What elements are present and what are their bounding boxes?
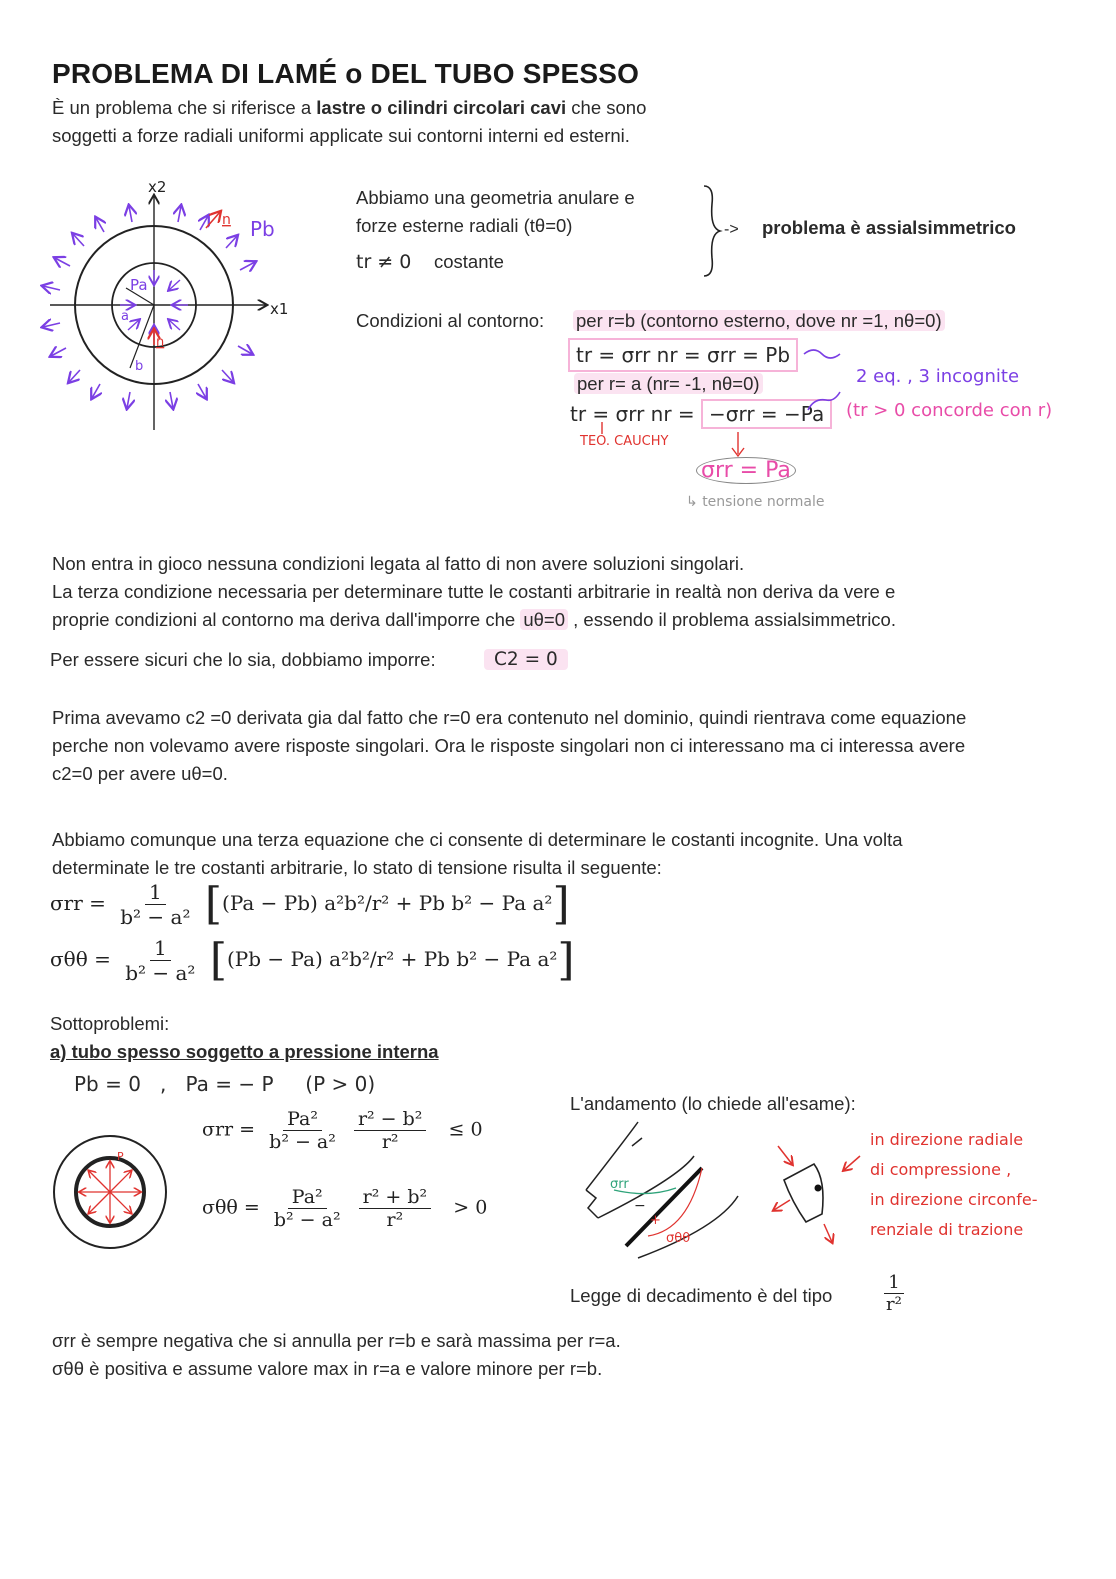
sigma-result-text: σrr = Pa xyxy=(696,457,796,484)
c2-condition xyxy=(484,646,568,674)
para2-line-3 xyxy=(52,606,896,634)
intro-line-2: soggetti a forze radiali uniformi applicate sui contorni interni ed esterni. xyxy=(52,125,630,146)
sub-srr-f1-den: b² − a² xyxy=(269,1131,336,1153)
boundary-case-b xyxy=(573,307,945,335)
para2-l3-pre: proprie condizioni al contorno ma deriva dall'imporre che xyxy=(52,609,521,630)
boundary-case-a xyxy=(574,370,763,398)
intro-text: È un problema che si riferisce a xyxy=(52,97,317,118)
para2-line-4: Per essere sicuri che lo sia, dobbiamo imporre: xyxy=(50,649,436,670)
tr-constant: costante xyxy=(434,251,504,272)
annulus-diagram xyxy=(30,170,350,440)
subproblem-a-title: a) tubo spesso soggetto a pressione interna xyxy=(50,1041,439,1062)
sigma-tt-formula: σθθ = $\frac{1}{\text{b² − a²}}$ [(Pb − Pa) a²b²/r² + Pb b² − Pa a²] xyxy=(50,934,575,986)
sub-srr-f2-den: r² xyxy=(381,1131,399,1153)
para4-line-2: determinate le tre costanti arbitrarie, lo stato di tensione risulta il seguente: xyxy=(52,857,662,878)
intro-text-post: che sono xyxy=(566,97,647,118)
geometry-line-1: Abbiamo una geometria anulare e xyxy=(356,187,635,208)
b-label: b xyxy=(135,359,144,374)
andamento-label: L'andamento (lo chiede all'esame): xyxy=(570,1093,856,1114)
pb-label: Pb xyxy=(250,217,275,241)
stt-num: 1 xyxy=(150,936,171,961)
stt-den: b² − a² xyxy=(125,961,196,985)
sub-srr-rel: ≤ 0 xyxy=(448,1118,483,1141)
stt-fraction xyxy=(121,936,199,985)
para2-line-2: La terza condizione necessaria per determinare tutte le costanti arbitrarie in realtà non deriva da vere e xyxy=(52,581,896,602)
andamento-srr: σrr xyxy=(610,1177,629,1192)
para2-l3-post: , essendo il problema assialsimmetrico. xyxy=(568,609,896,630)
intro-bold: lastre o cilindri circolari cavi xyxy=(316,97,567,118)
srr-fraction xyxy=(116,880,194,929)
page-title: PROBLEMA DI LAMÉ o DEL TUBO SPESSO xyxy=(52,58,640,89)
element-stress-diagram xyxy=(770,1140,870,1250)
sub-stt-f2-num: r² + b² xyxy=(359,1186,431,1209)
boundary-label: Condizioni al contorno: xyxy=(356,310,545,331)
axisymmetric-result: problema è assialsimmetrico xyxy=(762,217,1016,238)
x1-label: x1 xyxy=(270,300,289,318)
andamento-note-1: in direzione radiale xyxy=(870,1130,1024,1149)
sigma-rr-result xyxy=(696,458,796,483)
andamento-note-4: renziale di trazione xyxy=(870,1220,1024,1239)
sub-srr-lhs: σrr = xyxy=(202,1118,256,1141)
sub-srr-f1-num: Pa² xyxy=(283,1108,322,1131)
pa-label: Pa xyxy=(130,276,148,294)
srr-lhs: σrr = xyxy=(50,891,106,915)
srr-den: b² − a² xyxy=(120,905,191,929)
right-brace xyxy=(700,184,724,278)
para4-line-1: Abbiamo comunque una terza equazione che ci consente di determinare le costanti incognite. Una volta xyxy=(52,829,903,850)
p-arrow-label: P xyxy=(117,1150,124,1163)
para3-line-3: c2=0 per avere uθ=0. xyxy=(52,763,228,784)
sub-stt-lhs: σθθ = xyxy=(202,1196,260,1219)
para2-line-1: Non entra in gioco nessuna condizioni legata al fatto di non avere soluzioni singolari. xyxy=(52,553,745,574)
note-equations: 2 eq. , 3 incognite xyxy=(856,366,1020,387)
normal-stress-text: tensione normale xyxy=(702,494,825,510)
eq-a-left: tr = σrr nr = xyxy=(570,402,695,426)
sigma-rr-formula: σrr = $\frac{1}{\text{b² − a²}}$ [(Pa − Pb) a²b²/r² + Pb b² − Pa a²] xyxy=(50,878,570,930)
intro-line-1 xyxy=(52,94,646,122)
internal-pressure-diagram xyxy=(50,1132,170,1252)
sub-stt-f1-num: Pa² xyxy=(288,1186,327,1209)
sub-stt-rel: > 0 xyxy=(453,1196,488,1219)
stress-distribution-diagram xyxy=(578,1118,748,1268)
andamento-plus: + xyxy=(650,1213,661,1228)
sub-sigma-rr xyxy=(202,1108,483,1153)
normal-out-label: n xyxy=(222,212,231,228)
para3-line-1: Prima avevamo c2 =0 derivata gia dal fatto che r=0 era contenuto nel dominio, quindi rientrava come equazione xyxy=(52,707,967,728)
final-line-2: σθθ è positiva e assume valore max in r=a e valore minore per r=b. xyxy=(52,1358,603,1379)
stt-lhs: σθθ = xyxy=(50,947,111,971)
srr-body: (Pa − Pb) a²b²/r² + Pb b² − Pa a² xyxy=(222,891,553,915)
andamento-note-2: di compressione , xyxy=(870,1160,1012,1179)
note-tr-positive: (tr > 0 concorde con r) xyxy=(846,400,1053,421)
decay-num: 1 xyxy=(884,1272,903,1294)
cauchy-note: TEO. CAUCHY xyxy=(580,434,669,449)
normal-in-label: n xyxy=(156,335,165,350)
para3-line-2: perche non volevamo avere risposte singolari. Ora le risposte singolari non ci interessano ma ci interessa avere xyxy=(52,735,966,756)
a-label: a xyxy=(121,309,129,324)
andamento-stt: σθθ xyxy=(666,1231,691,1246)
stt-body: (Pb − Pa) a²b²/r² + Pb b² − Pa a² xyxy=(226,947,558,971)
case-b-text: per r=b (contorno esterno, dove nr =1, nθ=0) xyxy=(573,310,945,331)
decay-den: r² xyxy=(886,1294,902,1315)
andamento-minus: − xyxy=(634,1198,646,1214)
equation-b: tr = σrr nr = σrr = Pb xyxy=(568,338,798,372)
andamento-note-3: in direzione circonfe- xyxy=(870,1190,1038,1209)
normal-stress-note: ↳ tensione normale xyxy=(686,494,825,510)
tr-nonzero: tr ≠ 0 xyxy=(356,251,412,273)
case-a-text: per r= a (nr= -1, nθ=0) xyxy=(574,373,763,394)
x2-label: x2 xyxy=(148,178,167,196)
sub-srr-f2-num: r² − b² xyxy=(354,1108,426,1131)
implies-arrow: -> xyxy=(724,221,739,238)
decay-law: Legge di decadimento è del tipo xyxy=(570,1285,833,1306)
u-theta-zero: uθ=0 xyxy=(520,609,568,630)
sub-stt-f1-den: b² − a² xyxy=(273,1209,341,1231)
sub-sigma-tt xyxy=(202,1186,487,1231)
subproblems-heading: Sottoproblemi: xyxy=(50,1013,170,1034)
sub-stt-f2-den: r² xyxy=(386,1209,404,1231)
final-line-1: σrr è sempre negativa che si annulla per r=b e sarà massima per r=a. xyxy=(52,1330,621,1351)
c2-text: C2 = 0 xyxy=(484,649,568,670)
srr-num: 1 xyxy=(145,880,166,905)
subproblem-a-conditions: Pb = 0 , Pa = − P (P > 0) xyxy=(74,1072,376,1096)
geometry-line-2: forze esterne radiali (tθ=0) xyxy=(356,215,573,236)
decay-fraction xyxy=(878,1272,910,1315)
eq-a-box: −σrr = −Pa xyxy=(701,399,832,429)
